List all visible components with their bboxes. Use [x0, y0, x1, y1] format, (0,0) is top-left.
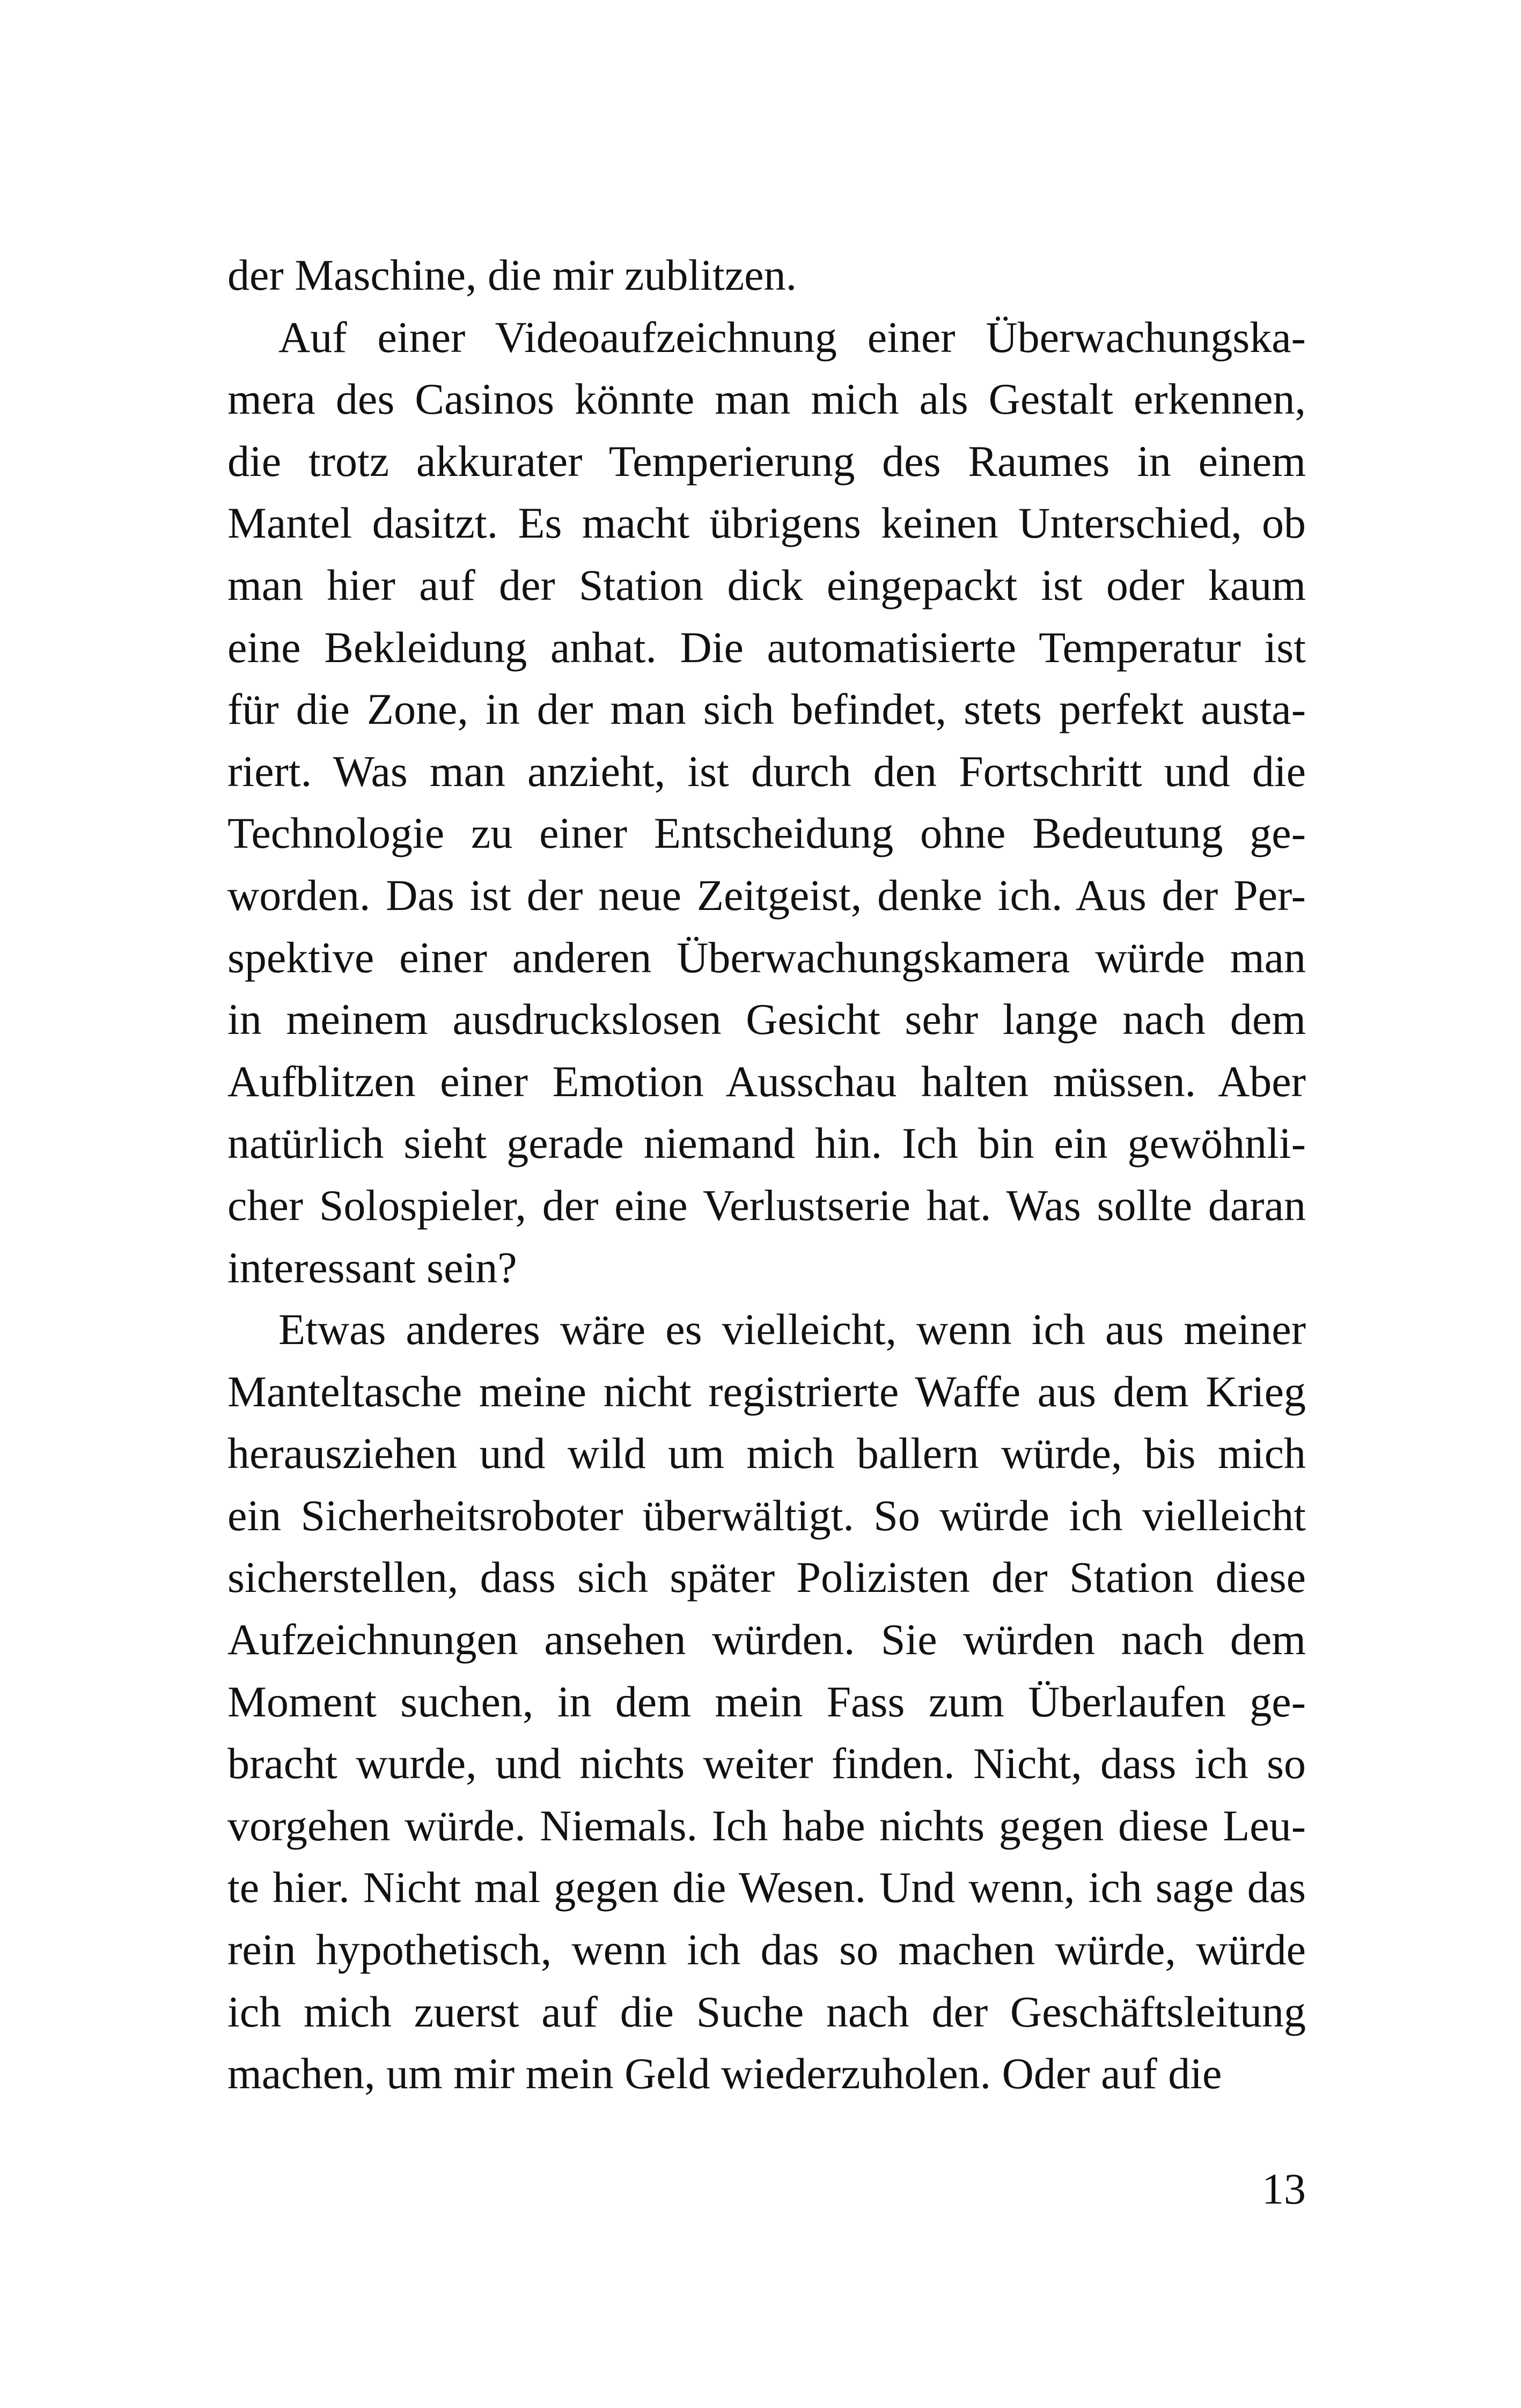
- text-line: machen, um mir mein Geld wiederzuholen. Oder auf die: [227, 2049, 1222, 2098]
- text-line: cher Solospieler, der eine Verlustserie hat. Was sollte daran: [227, 1180, 1306, 1230]
- text-line: sicherstellen, dass sich später Polizisten der Station diese: [227, 1553, 1306, 1602]
- page-number: 13: [1262, 2164, 1306, 2213]
- text-line: der Maschine, die mir zublitzen.: [227, 251, 797, 299]
- text-line: Manteltasche meine nicht registrierte Waffe aus dem Krieg: [227, 1367, 1306, 1416]
- text-line: Auf einer Videoaufzeichnung einer Überwachungska-: [278, 312, 1306, 362]
- text-line: riert. Was man anzieht, ist durch den Fortschritt und die: [227, 746, 1306, 796]
- text-line: herausziehen und wild um mich ballern würde, bis mich: [227, 1429, 1306, 1478]
- text-line: Aufblitzen einer Emotion Ausschau halten müssen. Aber: [227, 1056, 1306, 1106]
- text-line: die trotz akkurater Temperierung des Raumes in einem: [227, 436, 1306, 486]
- text-line: spektive einer anderen Überwachungskamera würde man: [227, 933, 1306, 982]
- text-line: Technologie zu einer Entscheidung ohne Bedeutung ge-: [227, 809, 1306, 858]
- text-line: eine Bekleidung anhat. Die automatisierte Temperatur ist: [227, 622, 1306, 672]
- text-line: mera des Casinos könnte man mich als Gestalt erkennen,: [227, 375, 1306, 424]
- text-line: Mantel dasitzt. Es macht übrigens keinen Unterschied, ob: [227, 498, 1306, 548]
- text-line: ein Sicherheitsroboter überwältigt. So würde ich vielleicht: [227, 1491, 1306, 1540]
- text-line: ich mich zuerst auf die Suche nach der Geschäftsleitung: [227, 1987, 1306, 2036]
- text-line: für die Zone, in der man sich befindet, stets perfekt austa-: [227, 685, 1306, 734]
- text-line: Moment suchen, in dem mein Fass zum Überlaufen ge-: [227, 1677, 1306, 1726]
- text-line: interessant sein?: [227, 1243, 517, 1292]
- text-line: vorgehen würde. Niemals. Ich habe nichts gegen diese Leu-: [227, 1801, 1306, 1850]
- text-line: Etwas anderes wäre es vielleicht, wenn ich aus meiner: [278, 1305, 1306, 1354]
- text-line: worden. Das ist der neue Zeitgeist, denke ich. Aus der Per-: [227, 870, 1306, 920]
- text-line: rein hypothetisch, wenn ich das so machen würde, würde: [227, 1925, 1306, 1974]
- paragraph: [227, 1298, 1306, 2105]
- text-line: man hier auf der Station dick eingepackt ist oder kaum: [227, 560, 1306, 610]
- body-text: [227, 244, 1306, 2105]
- text-line: in meinem ausdruckslosen Gesicht sehr lange nach dem: [227, 995, 1306, 1044]
- text-line: bracht wurde, und nichts weiter finden. Nicht, dass ich so: [227, 1739, 1306, 1788]
- paragraph: [227, 244, 1306, 306]
- text-line: Aufzeichnungen ansehen würden. Sie würden nach dem: [227, 1615, 1306, 1664]
- text-line: te hier. Nicht mal gegen die Wesen. Und wenn, ich sage das: [227, 1863, 1306, 1912]
- text-line: natürlich sieht gerade niemand hin. Ich bin ein gewöhnli-: [227, 1119, 1306, 1168]
- paragraph: [227, 306, 1306, 1299]
